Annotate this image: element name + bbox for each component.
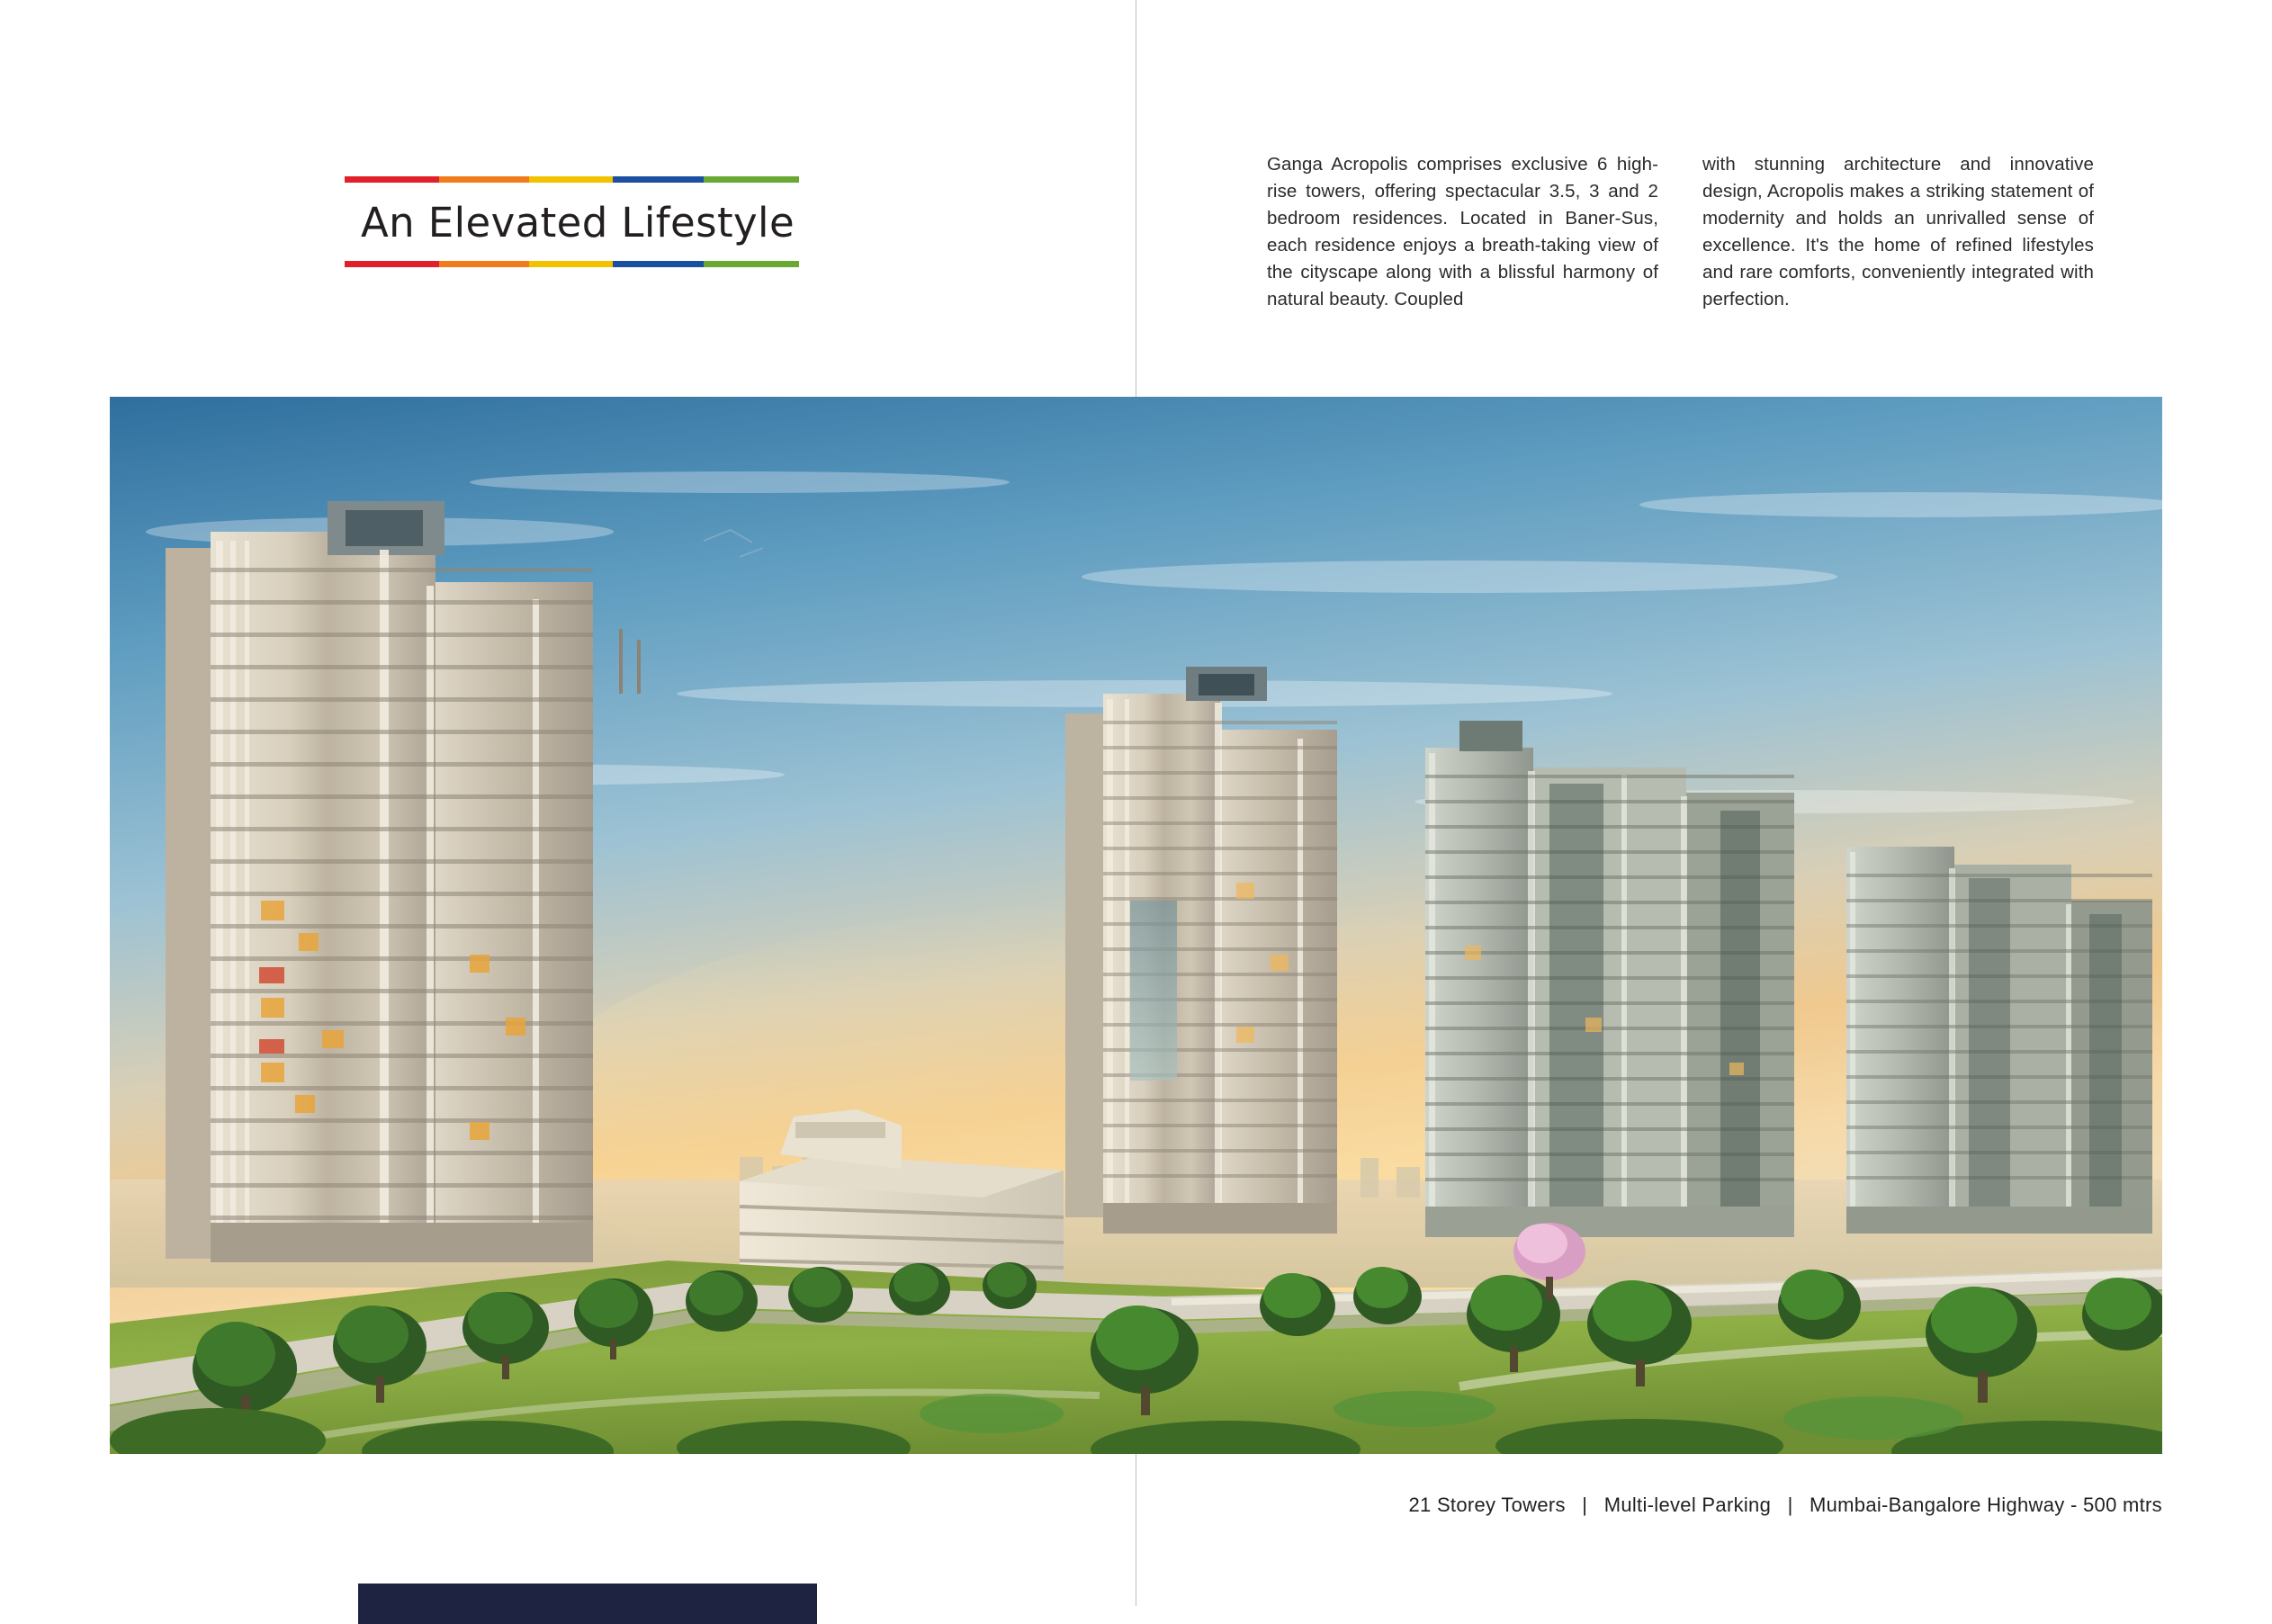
rule-segment-green — [704, 176, 799, 183]
rule-segment-red — [345, 176, 439, 183]
rule-segment-yellow — [529, 176, 613, 183]
rule-segment-orange — [439, 261, 529, 267]
rule-segment-blue — [613, 261, 704, 267]
footer-fact-3: Mumbai-Bangalore Highway - 500 mtrs — [1810, 1494, 2162, 1516]
hero-render-image — [110, 397, 2162, 1454]
body-copy — [1267, 151, 2095, 313]
body-copy-column-1: Ganga Acropolis comprises exclusive 6 high-rise towers, offering spectacular 3.5, 3 and 2 bedroom residences. Located in Baner-Sus, each residence enjoys a breath-taking view of the cityscape along with a blissful harmony of natural beauty. Coupled — [1267, 154, 1658, 310]
rule-segment-red — [345, 261, 439, 267]
footer-fact-2: Multi-level Parking — [1603, 1494, 1772, 1516]
rule-segment-yellow — [529, 261, 613, 267]
body-copy-column-2: with stunning architecture and innovative design, Acropolis makes a striking statement of modernity and holds an unrivalled sense of excellence. It's the home of refined lifestyles and rare comforts, conveniently integrated with perfection. — [1702, 154, 2094, 310]
rule-segment-green — [704, 261, 799, 267]
footer-separator: | — [1582, 1494, 1588, 1516]
color-rule-top — [345, 176, 799, 183]
rule-segment-blue — [613, 176, 704, 183]
bottom-accent-tab — [358, 1584, 817, 1624]
headline-block — [345, 176, 799, 267]
footer-separator: | — [1787, 1494, 1793, 1516]
rule-segment-orange — [439, 176, 529, 183]
footer-facts — [1408, 1494, 2162, 1517]
page-title: An Elevated Lifestyle — [361, 199, 795, 247]
footer-fact-1: 21 Storey Towers — [1408, 1494, 1566, 1516]
color-rule-bottom — [345, 261, 799, 267]
